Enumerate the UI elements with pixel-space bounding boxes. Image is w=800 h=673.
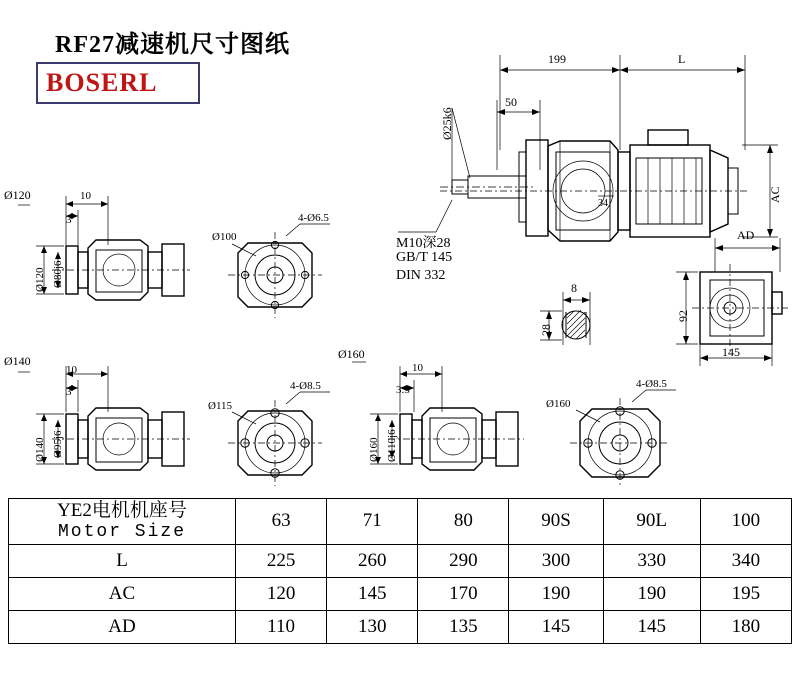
flange140-bore1-label: Ø140 — [34, 437, 46, 462]
row-value: 135 — [418, 610, 509, 643]
table-row — [9, 577, 792, 610]
flange120-bore2-label: Ø80j6 — [52, 260, 64, 288]
row-value: 300 — [509, 544, 603, 577]
standard-din332-label: DIN 332 — [396, 268, 446, 283]
row-value: 130 — [327, 610, 418, 643]
table-header-cell — [9, 499, 236, 545]
shaft-diameter-label: Ø25k6 — [440, 107, 454, 140]
ac-label: AC — [768, 186, 782, 203]
row-value: 290 — [418, 544, 509, 577]
row-value: 190 — [603, 577, 700, 610]
dim-28-label: 28 — [539, 324, 553, 336]
flange120-bore1-label: Ø120 — [34, 267, 46, 292]
page-title: RF27减速机尺寸图纸 — [55, 32, 290, 58]
flange140-holes-label: 4-Ø8.5 — [290, 380, 321, 392]
dim-50-label: 50 — [505, 95, 517, 109]
table-header-value: 90L — [603, 499, 700, 545]
flange-120-front-view — [228, 224, 330, 318]
flange140-dim10-label: 10 — [66, 364, 77, 376]
flange120-holes-label: 4-Ø6.5 — [298, 212, 329, 224]
dim-145-label: 145 — [722, 345, 740, 359]
row-value: 145 — [509, 610, 603, 643]
table-header-value: 90S — [509, 499, 603, 545]
row-label: L — [9, 544, 236, 577]
flange-140-front-view — [228, 392, 330, 486]
flange120-outer-label: Ø120 — [4, 188, 31, 202]
flange120-dim3-label: 3 — [66, 214, 72, 226]
table-row — [9, 610, 792, 643]
row-value: 145 — [327, 577, 418, 610]
flange160-outer-label: Ø160 — [338, 347, 365, 361]
flange120-dim10-label: 10 — [80, 190, 91, 202]
table-header-cn: YE2电机机座号 — [57, 500, 187, 521]
flange160-pcd-label: Ø160 — [546, 398, 571, 410]
dim-199-label: 199 — [548, 52, 566, 66]
flange140-dim3-label: 3 — [66, 386, 72, 398]
flange-160-front-view — [570, 390, 676, 488]
flange160-holes-label: 4-Ø8.5 — [636, 378, 667, 390]
brand-logo-text: BOSERL — [46, 68, 158, 97]
table-header-en: Motor Size — [57, 521, 187, 542]
flange160-bore2-label: Ø110j6 — [386, 429, 398, 462]
row-value: 180 — [700, 610, 791, 643]
row-value: 225 — [236, 544, 327, 577]
flange160-dim10-label: 10 — [412, 362, 423, 374]
row-value: 260 — [327, 544, 418, 577]
row-value: 190 — [509, 577, 603, 610]
table-header-value: 80 — [418, 499, 509, 545]
flange140-pcd-label: Ø115 — [208, 400, 233, 412]
dim-L-label: L — [678, 52, 686, 66]
row-label: AC — [9, 577, 236, 610]
dim-8-label: 8 — [571, 281, 577, 295]
row-value: 110 — [236, 610, 327, 643]
row-value: 330 — [603, 544, 700, 577]
dim-34-label: 34 — [598, 198, 608, 209]
standard-gbt145-label: GB/T 145 — [396, 250, 453, 265]
table-row — [9, 544, 792, 577]
main-assembly-view — [398, 55, 778, 241]
flange120-pcd-label: Ø100 — [212, 231, 237, 243]
ad-label: AD — [737, 228, 755, 242]
row-value: 120 — [236, 577, 327, 610]
row-value: 195 — [700, 577, 791, 610]
flange140-outer-label: Ø140 — [4, 354, 31, 368]
keyway-section-view — [540, 292, 590, 345]
motor-size-table — [8, 498, 792, 644]
table-header-value: 100 — [700, 499, 791, 545]
table-header-value: 71 — [327, 499, 418, 545]
row-label: AD — [9, 610, 236, 643]
flange160-dim35-label: 3.5 — [396, 384, 410, 396]
row-value: 340 — [700, 544, 791, 577]
row-value: 145 — [603, 610, 700, 643]
table-header-row — [9, 499, 792, 545]
flange160-bore1-label: Ø160 — [368, 437, 380, 462]
thread-spec-label: M10深28 — [396, 236, 451, 251]
dim-92-label: 92 — [676, 310, 690, 322]
row-value: 170 — [418, 577, 509, 610]
flange140-bore2-label: Ø95j6 — [52, 430, 64, 458]
table-header-value: 63 — [236, 499, 327, 545]
